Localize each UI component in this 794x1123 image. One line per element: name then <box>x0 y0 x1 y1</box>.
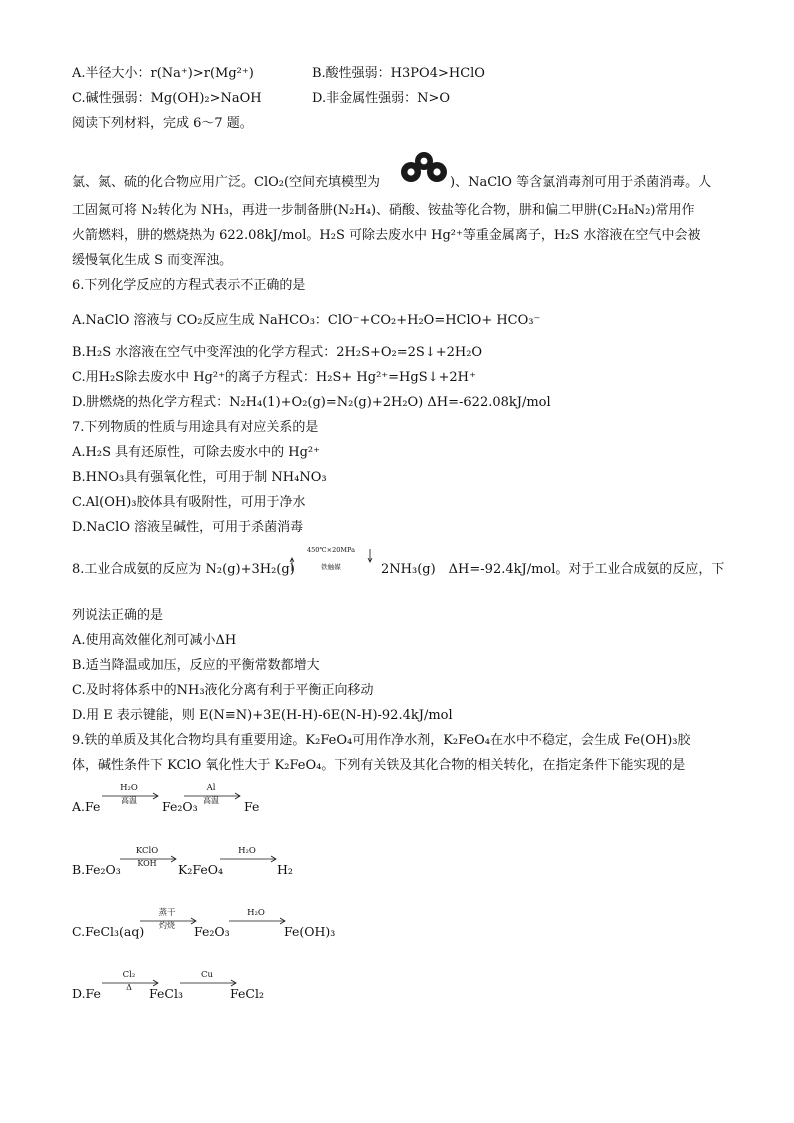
equilibrium-arrow <box>289 546 373 576</box>
q9-option-b <box>72 846 372 886</box>
q5-option-d: D.非金属性强弱：N>O <box>312 91 451 106</box>
q8-stem-b: 2NH₃(g) ΔH=-92.4kJ/mol。对于工业合成氨的反应，下 <box>381 562 725 577</box>
species-1: B.Fe₂O₃ <box>72 862 121 877</box>
material-line-2: 工固氮可将 N₂转化为 NH₃，再进一步制备肼(N₂H₄)、硝酸、铵盐等化合物，肼和偏二甲肼(C₂H₈N₂)常用作 <box>72 203 695 218</box>
q8-stem-c: 列说法正确的是 <box>72 608 164 623</box>
species-3: FeCl₂ <box>230 986 264 1001</box>
arrow-reagent: 蒸干 <box>158 908 176 918</box>
species-2: K₂FeO₄ <box>178 862 223 877</box>
arrow-condition: 灼烧 <box>159 921 175 930</box>
material-line-1a: 氯、氮、硫的化合物应用广泛。ClO₂(空间充填模型为 <box>72 175 381 190</box>
material-line-4: 缓慢氧化生成 S 而变浑浊。 <box>72 253 233 268</box>
material-line-3: 火箭燃料，肼的燃烧热为 622.08kJ/mol。H₂S 可除去废水中 Hg²⁺等重金属离子，H₂S 水溶液在空气中会被 <box>72 228 701 243</box>
reaction-arrow-1 <box>120 846 178 876</box>
q9-stem-1: 9.铁的单质及其化合物均具有重要用途。K₂FeO₄可用作净水剂，K₂FeO₄在水中不稳定，会生成 Fe(OH)₃胶 <box>72 733 691 748</box>
reaction-arrow-1 <box>140 908 198 938</box>
material-line-1b: )、NaClO 等含氯消毒剂可用于杀菌消毒。人 <box>450 175 712 190</box>
arrow-reagent: Al <box>206 783 216 793</box>
right-arrow-icon <box>220 855 278 863</box>
q7-option-b: B.HNO₃具有强氧化性，可用于制 NH₄NO₃ <box>72 470 327 485</box>
species-1: A.Fe <box>72 799 101 814</box>
q8-stem-a: 8.工业合成氨的反应为 N₂(g)+3H₂(g) <box>72 562 295 577</box>
q6-stem: 6.下列化学反应的方程式表示不正确的是 <box>72 278 306 293</box>
q6-option-d: D.肼燃烧的热化学方程式：N₂H₄(1)+O₂(g)=N₂(g)+2H₂O) ΔH=-622.08kJ/mol <box>72 395 551 410</box>
q6-option-a: A.NaClO 溶液与 CO₂反应生成 NaHCO₃：ClO⁻+CO₂+H₂O=HClO+ HCO₃⁻ <box>72 313 541 328</box>
arrow-condition: 高温 <box>121 796 137 805</box>
reaction-arrow-2 <box>220 846 278 876</box>
arrow-condition: Δ <box>126 983 132 992</box>
arrow-reagent: KClO <box>135 846 159 856</box>
q5-option-a: A.半径大小：r(Na⁺)>r(Mg²⁺) <box>72 66 254 81</box>
reaction-arrow-2 <box>184 783 242 813</box>
equilibrium-arrow-condition-bottom: 铁触媒 <box>321 563 341 571</box>
species-3: Fe <box>244 799 260 814</box>
q9-option-d <box>72 970 372 1010</box>
arrow-condition: KOH <box>137 859 157 868</box>
species-2: FeCl₃ <box>149 986 183 1001</box>
species-1: C.FeCl₃(aq) <box>72 924 145 939</box>
q8-option-d: D.用 E 表示键能，则 E(N≡N)+3E(H-H)-6E(N-H)-92.4kJ/mol <box>72 708 453 723</box>
reaction-arrow-1 <box>102 783 160 813</box>
q7-option-a: A.H₂S 具有还原性，可除去废水中的 Hg²⁺ <box>72 445 320 460</box>
q6-option-c: C.用H₂S除去废水中 Hg²⁺的离子方程式：H₂S+ Hg²⁺=HgS↓+2H⁺ <box>72 370 476 385</box>
q6-option-b: B.H₂S 水溶液在空气中变浑浊的化学方程式：2H₂S+O₂=2S↓+2H₂O <box>72 345 483 360</box>
q9-stem-2: 体，碱性条件下 KClO 氧化性大于 K₂FeO₄。下列有关铁及其化合物的相关转化，在指定条件下能实现的是 <box>72 758 686 773</box>
equilibrium-arrow-icon <box>289 546 373 576</box>
species-2: Fe₂O₃ <box>162 799 198 814</box>
q8-option-b: B.适当降温或加压，反应的平衡常数都增大 <box>72 658 320 673</box>
reaction-arrow-2 <box>229 908 287 938</box>
q7-option-c: C.Al(OH)₃胶体具有吸附性，可用于净水 <box>72 495 306 510</box>
equilibrium-arrow-condition-top: 450℃×20MPa <box>306 546 355 554</box>
q5-option-b: B.酸性强弱：H3PO4>HClO <box>312 66 485 81</box>
q9-option-a <box>72 783 372 823</box>
reading-instruction: 阅读下列材料，完成 6～7 题。 <box>72 116 253 131</box>
clo2-space-filling-model-icon <box>399 150 449 186</box>
q8-option-a: A.使用高效催化剂可减小ΔH <box>72 633 237 648</box>
species-3: H₂ <box>277 862 293 877</box>
species-1: D.Fe <box>72 986 101 1001</box>
arrow-reagent: H₂O <box>238 846 256 856</box>
species-2: Fe₂O₃ <box>194 924 230 939</box>
q9-option-c <box>72 908 372 948</box>
arrow-reagent: H₂O <box>247 908 265 918</box>
right-arrow-icon <box>229 917 287 925</box>
q5-option-c: C.碱性强弱：Mg(OH)₂>NaOH <box>72 91 262 106</box>
q7-stem: 7.下列物质的性质与用途具有对应关系的是 <box>72 420 319 435</box>
species-3: Fe(OH)₃ <box>284 924 336 939</box>
arrow-condition: 高温 <box>203 796 219 805</box>
arrow-reagent: H₂O <box>120 783 138 793</box>
arrow-reagent: Cu <box>201 970 213 980</box>
q7-option-d: D.NaClO 溶液呈碱性，可用于杀菌消毒 <box>72 520 304 535</box>
arrow-reagent: Cl₂ <box>122 970 136 980</box>
q8-option-c: C.及时将体系中的NH₃液化分离有利于平衡正向移动 <box>72 683 374 698</box>
